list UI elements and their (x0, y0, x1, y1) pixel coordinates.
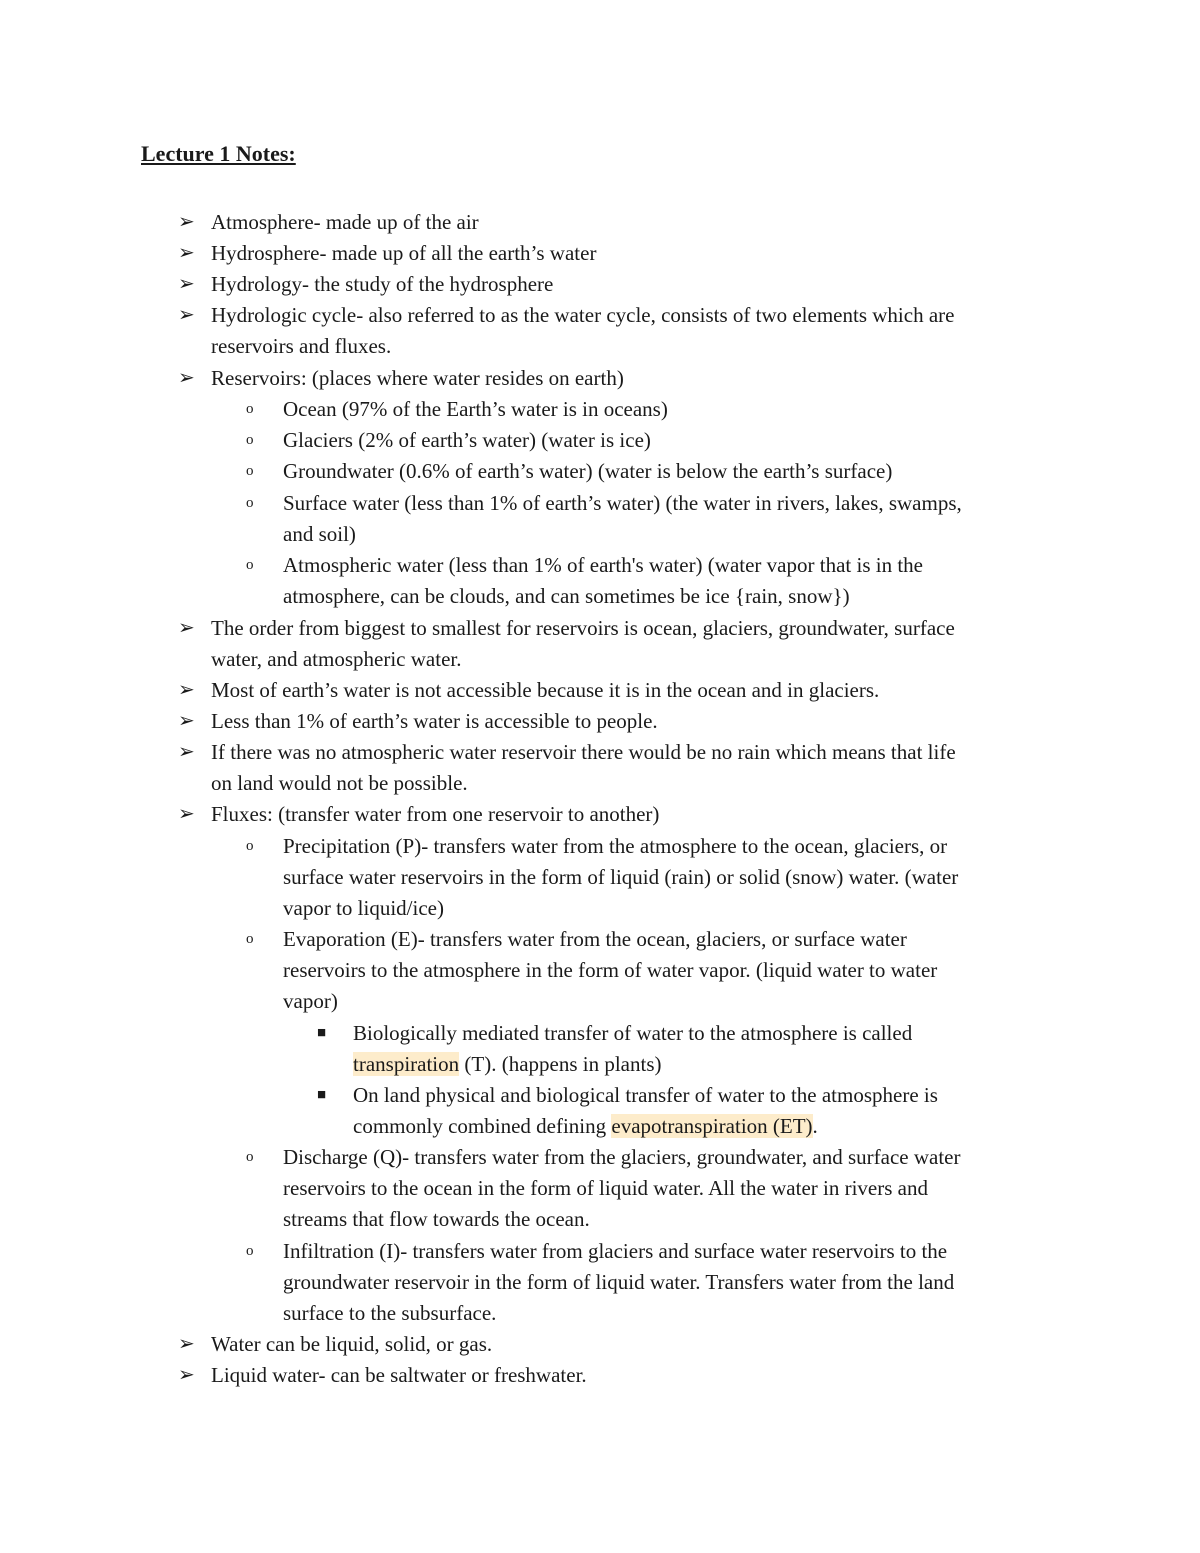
arrow-bullet-icon: ➢ (178, 1333, 195, 1355)
arrow-bullet-icon: ➢ (178, 273, 195, 295)
note-hydrology: Hydrology- the study of the hydrosphere (211, 272, 554, 296)
arrow-bullet-icon: ➢ (178, 367, 195, 389)
note-accessible: Less than 1% of earth’s water is accessible to people. (211, 709, 658, 733)
arrow-bullet-icon: ➢ (178, 304, 195, 326)
subnote-text: commonly combined defining (353, 1114, 612, 1138)
reservoir-surface-water-cont: and soil) (283, 522, 356, 546)
subnote-biological-transfer-cont (353, 1049, 662, 1080)
reservoir-glaciers: Glaciers (2% of earth’s water) (water is ice) (283, 428, 651, 452)
square-bullet-icon: ■ (317, 1025, 327, 1041)
note-hydrosphere: Hydrosphere- made up of all the earth’s water (211, 241, 597, 265)
page-title: Lecture 1 Notes: (141, 141, 296, 166)
reservoir-atmospheric-water-cont: atmosphere, can be clouds, and can sometimes be ice {rain, snow}) (283, 584, 850, 608)
flux-discharge-cont: streams that flow towards the ocean. (283, 1207, 590, 1231)
note-reservoirs: Reservoirs: (places where water resides on earth) (211, 366, 624, 390)
reservoir-ocean: Ocean (97% of the Earth’s water is in oceans) (283, 397, 668, 421)
note-hydrologic-cycle-cont: reservoirs and fluxes. (211, 334, 392, 358)
flux-evaporation-cont: reservoirs to the atmosphere in the form of water vapor. (liquid water to water (283, 958, 938, 982)
flux-evaporation: Evaporation (E)- transfers water from the ocean, glaciers, or surface water (283, 927, 907, 951)
note-reservoir-order-cont: water, and atmospheric water. (211, 647, 462, 671)
note-reservoir-order: The order from biggest to smallest for reservoirs is ocean, glaciers, groundwater, surface (211, 616, 955, 640)
circle-bullet-icon: o (246, 557, 254, 573)
note-not-accessible: Most of earth’s water is not accessible because it is in the ocean and in glaciers. (211, 678, 880, 702)
reservoir-groundwater: Groundwater (0.6% of earth’s water) (water is below the earth’s surface) (283, 459, 893, 483)
circle-bullet-icon: o (246, 432, 254, 448)
flux-discharge: Discharge (Q)- transfers water from the glaciers, groundwater, and surface water (283, 1145, 961, 1169)
flux-infiltration: Infiltration (I)- transfers water from glaciers and surface water reservoirs to the (283, 1239, 948, 1263)
arrow-bullet-icon: ➢ (178, 679, 195, 701)
arrow-bullet-icon: ➢ (178, 617, 195, 639)
note-fluxes: Fluxes: (transfer water from one reservoir to another) (211, 802, 660, 826)
reservoir-surface-water: Surface water (less than 1% of earth’s water) (the water in rivers, lakes, swamps, (283, 491, 962, 515)
subnote-land-transfer-cont (353, 1111, 818, 1142)
flux-evaporation-cont: vapor) (283, 989, 338, 1013)
circle-bullet-icon: o (246, 495, 254, 511)
square-bullet-icon: ■ (317, 1087, 327, 1103)
arrow-bullet-icon: ➢ (178, 741, 195, 763)
arrow-bullet-icon: ➢ (178, 803, 195, 825)
note-water-states: Water can be liquid, solid, or gas. (211, 1332, 493, 1356)
flux-discharge-cont: reservoirs to the ocean in the form of liquid water. All the water in rivers and (283, 1176, 928, 1200)
arrow-bullet-icon: ➢ (178, 211, 195, 233)
subnote-text: . (812, 1114, 818, 1138)
note-liquid-water: Liquid water- can be saltwater or freshwater. (211, 1363, 587, 1387)
arrow-bullet-icon: ➢ (178, 1364, 195, 1386)
arrow-bullet-icon: ➢ (178, 710, 195, 732)
subnote-land-transfer: On land physical and biological transfer of water to the atmosphere is (353, 1083, 938, 1107)
note-no-rain-cont: on land would not be possible. (211, 771, 468, 795)
circle-bullet-icon: o (246, 1149, 254, 1165)
flux-infiltration-cont: groundwater reservoir in the form of liquid water. Transfers water from the land (283, 1270, 955, 1294)
circle-bullet-icon: o (246, 463, 254, 479)
highlight-evapotranspiration: evapotranspiration (ET) (611, 1114, 813, 1138)
note-hydrologic-cycle: Hydrologic cycle- also referred to as the water cycle, consists of two elements which are (211, 303, 955, 327)
circle-bullet-icon: o (246, 931, 254, 947)
note-no-rain: If there was no atmospheric water reservoir there would be no rain which means that life (211, 740, 956, 764)
flux-precipitation: Precipitation (P)- transfers water from the atmosphere to the ocean, glaciers, or (283, 834, 948, 858)
flux-precipitation-cont: vapor to liquid/ice) (283, 896, 444, 920)
subnote-text: (T). (happens in plants) (459, 1052, 662, 1076)
circle-bullet-icon: o (246, 838, 254, 854)
circle-bullet-icon: o (246, 401, 254, 417)
circle-bullet-icon: o (246, 1243, 254, 1259)
note-atmosphere: Atmosphere- made up of the air (211, 210, 479, 234)
subnote-biological-transfer: Biologically mediated transfer of water to the atmosphere is called (353, 1021, 913, 1045)
highlight-transpiration: transpiration (353, 1052, 460, 1076)
arrow-bullet-icon: ➢ (178, 242, 195, 264)
flux-precipitation-cont: surface water reservoirs in the form of liquid (rain) or solid (snow) water. (water (283, 865, 959, 889)
reservoir-atmospheric-water: Atmospheric water (less than 1% of earth's water) (water vapor that is in the (283, 553, 923, 577)
flux-infiltration-cont: surface to the subsurface. (283, 1301, 497, 1325)
